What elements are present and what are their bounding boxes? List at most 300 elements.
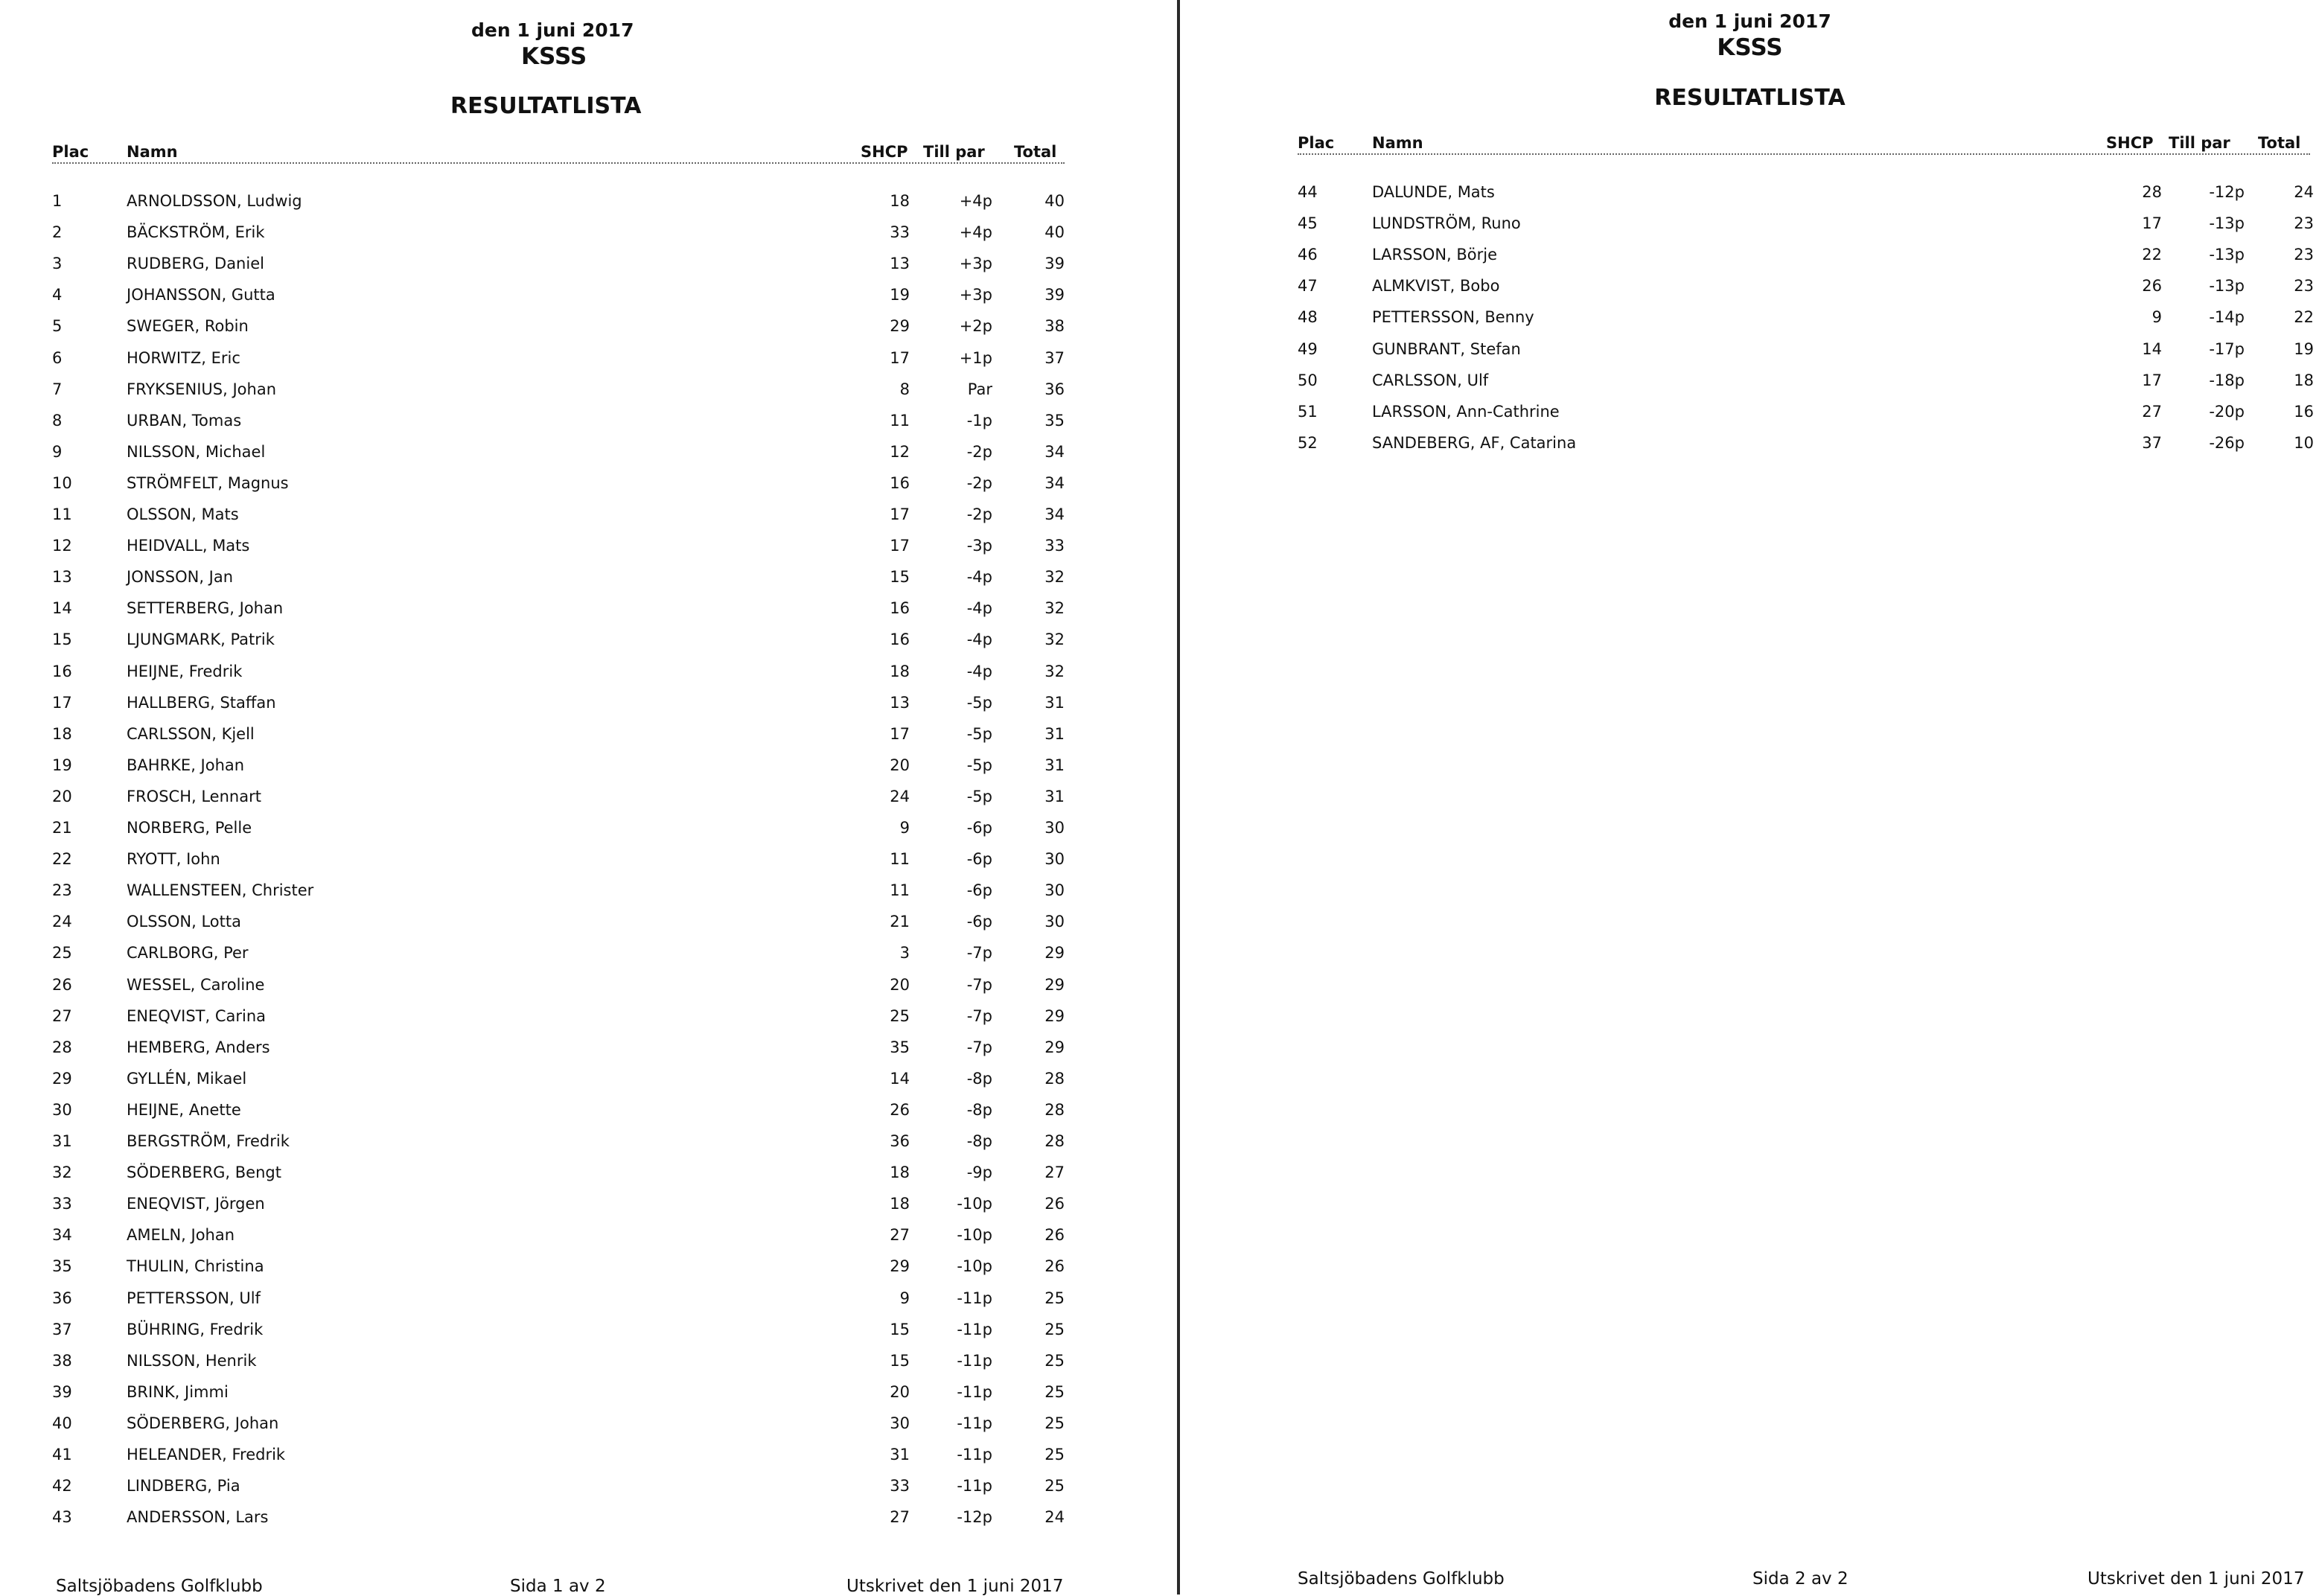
row-shcp: 14 bbox=[890, 1069, 910, 1088]
page-date: den 1 juni 2017 bbox=[471, 19, 634, 41]
footer-club: Saltsjöbadens Golfklubb bbox=[1298, 1569, 1505, 1589]
row-shcp: 18 bbox=[890, 662, 910, 680]
row-to-par: -8p bbox=[966, 1132, 992, 1150]
row-plac: 31 bbox=[52, 1132, 72, 1150]
row-total: 34 bbox=[1044, 505, 1065, 523]
row-total: 22 bbox=[2294, 308, 2314, 327]
row-name: ARNOLDSSON, Ludwig bbox=[127, 192, 302, 210]
row-shcp: 28 bbox=[2142, 183, 2162, 201]
footer-printed-date: Utskrivet den 1 juni 2017 bbox=[2087, 1569, 2305, 1589]
row-plac: 40 bbox=[52, 1414, 72, 1432]
row-to-par: -20p bbox=[2209, 402, 2245, 421]
column-header-plac: Plac bbox=[1298, 134, 1335, 152]
row-total: 19 bbox=[2294, 339, 2314, 358]
row-to-par: -26p bbox=[2209, 433, 2245, 452]
row-name: SETTERBERG, Johan bbox=[127, 599, 284, 618]
table-row bbox=[1298, 214, 2314, 244]
row-name: RYOTT, Iohn bbox=[127, 850, 220, 869]
column-header-to-par: Till par bbox=[923, 143, 985, 161]
row-total: 23 bbox=[2294, 214, 2314, 233]
table-row bbox=[52, 1007, 1065, 1037]
row-total: 23 bbox=[2294, 246, 2314, 264]
table-row bbox=[52, 725, 1065, 755]
row-shcp: 30 bbox=[890, 1414, 910, 1432]
row-total: 29 bbox=[1044, 975, 1065, 994]
row-name: HEMBERG, Anders bbox=[127, 1038, 270, 1056]
row-total: 31 bbox=[1044, 693, 1065, 712]
row-plac: 7 bbox=[52, 380, 63, 398]
row-to-par: -10p bbox=[957, 1226, 992, 1245]
row-name: ALMKVIST, Bobo bbox=[1372, 277, 1500, 296]
header-rule bbox=[1298, 153, 2310, 155]
row-shcp: 36 bbox=[890, 1132, 910, 1150]
row-plac: 24 bbox=[52, 913, 72, 931]
row-plac: 23 bbox=[52, 881, 72, 900]
row-total: 24 bbox=[1044, 1508, 1065, 1527]
row-plac: 36 bbox=[52, 1289, 72, 1307]
table-row bbox=[52, 505, 1065, 535]
page-title: RESULTATLISTA bbox=[450, 93, 642, 119]
table-row bbox=[52, 380, 1065, 410]
row-name: ENEQVIST, Carina bbox=[127, 1006, 267, 1025]
row-plac: 30 bbox=[52, 1100, 72, 1119]
column-header-name: Namn bbox=[127, 143, 178, 161]
row-to-par: -11p bbox=[957, 1351, 992, 1370]
page-divider bbox=[1177, 0, 1180, 1595]
row-shcp: 11 bbox=[890, 881, 910, 900]
table-row bbox=[52, 819, 1065, 849]
row-name: JOHANSSON, Gutta bbox=[127, 286, 275, 304]
row-plac: 2 bbox=[52, 223, 63, 242]
row-total: 16 bbox=[2294, 402, 2314, 421]
row-plac: 9 bbox=[52, 442, 63, 461]
row-plac: 35 bbox=[52, 1257, 72, 1276]
table-row bbox=[52, 286, 1065, 316]
row-shcp: 8 bbox=[899, 380, 910, 398]
row-plac: 17 bbox=[52, 693, 72, 712]
row-plac: 18 bbox=[52, 724, 72, 743]
page-title: RESULTATLISTA bbox=[1654, 85, 1846, 111]
row-to-par: -7p bbox=[966, 975, 992, 994]
row-name: THULIN, Christina bbox=[127, 1257, 264, 1276]
table-row bbox=[52, 756, 1065, 786]
page-date: den 1 juni 2017 bbox=[1668, 10, 1831, 32]
row-total: 34 bbox=[1044, 442, 1065, 461]
row-total: 26 bbox=[1044, 1195, 1065, 1213]
row-plac: 37 bbox=[52, 1320, 72, 1338]
table-row bbox=[52, 1414, 1065, 1444]
row-plac: 11 bbox=[52, 505, 72, 523]
row-to-par: -1p bbox=[966, 411, 992, 430]
table-row bbox=[52, 1477, 1065, 1507]
row-shcp: 25 bbox=[890, 1006, 910, 1025]
row-shcp: 17 bbox=[890, 505, 910, 523]
table-row bbox=[52, 255, 1065, 284]
row-shcp: 27 bbox=[890, 1226, 910, 1245]
row-total: 40 bbox=[1044, 223, 1065, 242]
row-to-par: -13p bbox=[2209, 214, 2245, 233]
row-total: 25 bbox=[1044, 1351, 1065, 1370]
result-page-2 bbox=[1181, 0, 2319, 1595]
row-total: 30 bbox=[1044, 881, 1065, 900]
table-row bbox=[52, 663, 1065, 692]
club-name: KSSS bbox=[1717, 34, 1783, 61]
row-name: CARLSSON, Ulf bbox=[1372, 371, 1489, 389]
table-row bbox=[52, 568, 1065, 598]
row-plac: 15 bbox=[52, 631, 72, 649]
row-total: 26 bbox=[1044, 1257, 1065, 1276]
row-to-par: -8p bbox=[966, 1069, 992, 1088]
row-to-par: Par bbox=[967, 380, 992, 398]
row-total: 30 bbox=[1044, 819, 1065, 837]
row-name: GUNBRANT, Stefan bbox=[1372, 339, 1521, 358]
row-name: GYLLÉN, Mikael bbox=[127, 1069, 247, 1088]
row-shcp: 31 bbox=[890, 1446, 910, 1463]
row-name: HELEANDER, Fredrik bbox=[127, 1446, 286, 1463]
table-row bbox=[52, 1101, 1065, 1131]
row-plac: 10 bbox=[52, 473, 72, 492]
row-to-par: -9p bbox=[966, 1164, 992, 1182]
row-total: 28 bbox=[1044, 1069, 1065, 1088]
row-plac: 4 bbox=[52, 286, 63, 304]
row-total: 39 bbox=[1044, 286, 1065, 304]
row-to-par: -8p bbox=[966, 1100, 992, 1119]
row-to-par: -6p bbox=[966, 881, 992, 900]
row-total: 18 bbox=[2294, 371, 2314, 389]
row-name: CARLSSON, Kjell bbox=[127, 724, 255, 743]
row-plac: 48 bbox=[1298, 308, 1318, 327]
row-to-par: -11p bbox=[957, 1382, 992, 1401]
row-to-par: +2p bbox=[959, 317, 992, 336]
row-plac: 19 bbox=[52, 756, 72, 774]
table-row bbox=[52, 1383, 1065, 1413]
row-plac: 3 bbox=[52, 255, 63, 273]
row-to-par: +1p bbox=[959, 348, 992, 367]
row-plac: 20 bbox=[52, 787, 72, 805]
row-to-par: -4p bbox=[966, 662, 992, 680]
row-plac: 38 bbox=[52, 1351, 72, 1370]
row-name: PETTERSSON, Benny bbox=[1372, 308, 1534, 327]
row-plac: 44 bbox=[1298, 183, 1318, 201]
row-total: 40 bbox=[1044, 192, 1065, 210]
row-total: 38 bbox=[1044, 317, 1065, 336]
row-total: 30 bbox=[1044, 850, 1065, 869]
row-to-par: -14p bbox=[2209, 308, 2245, 327]
row-name: BÜHRING, Fredrik bbox=[127, 1320, 264, 1338]
row-to-par: -10p bbox=[957, 1257, 992, 1276]
row-total: 32 bbox=[1044, 568, 1065, 587]
table-row bbox=[1298, 433, 2314, 464]
row-shcp: 26 bbox=[890, 1100, 910, 1119]
row-name: NILSSON, Michael bbox=[127, 442, 266, 461]
row-shcp: 29 bbox=[890, 1257, 910, 1276]
row-to-par: -11p bbox=[957, 1446, 992, 1463]
table-row bbox=[52, 788, 1065, 817]
row-to-par: -11p bbox=[957, 1477, 992, 1496]
row-to-par: -2p bbox=[966, 473, 992, 492]
row-name: LARSSON, Börje bbox=[1372, 246, 1498, 264]
header-rule bbox=[52, 162, 1065, 164]
column-header-plac: Plac bbox=[52, 143, 89, 161]
row-to-par: -3p bbox=[966, 537, 992, 555]
row-name: BRINK, Jimmi bbox=[127, 1382, 229, 1401]
row-name: URBAN, Tomas bbox=[127, 411, 242, 430]
row-plac: 32 bbox=[52, 1164, 72, 1182]
footer-printed-date: Utskrivet den 1 juni 2017 bbox=[846, 1577, 1064, 1596]
table-row bbox=[52, 412, 1065, 441]
row-shcp: 27 bbox=[890, 1508, 910, 1527]
table-row bbox=[52, 1164, 1065, 1193]
table-row bbox=[52, 537, 1065, 566]
row-to-par: -17p bbox=[2209, 339, 2245, 358]
footer-page-number: Sida 2 av 2 bbox=[1752, 1569, 1848, 1589]
row-shcp: 3 bbox=[899, 944, 910, 963]
row-name: BERGSTRÖM, Fredrik bbox=[127, 1132, 290, 1150]
row-shcp: 17 bbox=[2142, 371, 2162, 389]
row-name: CARLBORG, Per bbox=[127, 944, 249, 963]
row-plac: 39 bbox=[52, 1382, 72, 1401]
row-plac: 42 bbox=[52, 1477, 72, 1496]
row-name: BÄCKSTRÖM, Erik bbox=[127, 223, 265, 242]
row-to-par: +4p bbox=[959, 223, 992, 242]
row-to-par: -4p bbox=[966, 631, 992, 649]
row-total: 35 bbox=[1044, 411, 1065, 430]
row-shcp: 18 bbox=[890, 1164, 910, 1182]
row-name: LUNDSTRÖM, Runo bbox=[1372, 214, 1521, 233]
row-plac: 34 bbox=[52, 1226, 72, 1245]
table-row bbox=[1298, 339, 2314, 370]
row-total: 25 bbox=[1044, 1477, 1065, 1496]
row-name: HEIDVALL, Mats bbox=[127, 537, 250, 555]
row-shcp: 9 bbox=[899, 819, 910, 837]
row-shcp: 17 bbox=[890, 537, 910, 555]
table-row bbox=[52, 1226, 1065, 1256]
row-shcp: 27 bbox=[2142, 402, 2162, 421]
row-total: 25 bbox=[1044, 1382, 1065, 1401]
row-plac: 27 bbox=[52, 1006, 72, 1025]
row-name: HEIJNE, Fredrik bbox=[127, 662, 243, 680]
table-row bbox=[52, 1132, 1065, 1162]
row-shcp: 29 bbox=[890, 317, 910, 336]
row-name: ANDERSSON, Lars bbox=[127, 1508, 269, 1527]
row-shcp: 18 bbox=[890, 1195, 910, 1213]
table-row bbox=[1298, 371, 2314, 401]
table-row bbox=[52, 913, 1065, 942]
table-row bbox=[1298, 246, 2314, 275]
row-plac: 28 bbox=[52, 1038, 72, 1056]
row-plac: 21 bbox=[52, 819, 72, 837]
row-name: WALLENSTEEN, Christer bbox=[127, 881, 314, 900]
row-to-par: -11p bbox=[957, 1289, 992, 1307]
row-total: 25 bbox=[1044, 1414, 1065, 1432]
footer-club: Saltsjöbadens Golfklubb bbox=[56, 1577, 263, 1596]
row-total: 39 bbox=[1044, 255, 1065, 273]
table-row bbox=[52, 976, 1065, 1006]
row-name: SÖDERBERG, Bengt bbox=[127, 1164, 281, 1182]
row-shcp: 9 bbox=[2151, 308, 2162, 327]
row-to-par: -2p bbox=[966, 505, 992, 523]
row-to-par: -4p bbox=[966, 599, 992, 618]
table-row bbox=[52, 1508, 1065, 1538]
row-shcp: 17 bbox=[890, 724, 910, 743]
row-name: HORWITZ, Eric bbox=[127, 348, 240, 367]
row-total: 27 bbox=[1044, 1164, 1065, 1182]
column-header-total: Total bbox=[1014, 143, 1057, 161]
row-to-par: -6p bbox=[966, 850, 992, 869]
row-to-par: -13p bbox=[2209, 246, 2245, 264]
row-name: SANDEBERG, AF, Catarina bbox=[1372, 433, 1577, 452]
table-row bbox=[1298, 308, 2314, 338]
row-plac: 12 bbox=[52, 537, 72, 555]
row-shcp: 14 bbox=[2142, 339, 2162, 358]
row-name: NILSSON, Henrik bbox=[127, 1351, 257, 1370]
row-shcp: 12 bbox=[890, 442, 910, 461]
row-name: NORBERG, Pelle bbox=[127, 819, 252, 837]
row-to-par: +3p bbox=[959, 255, 992, 273]
row-to-par: -12p bbox=[2209, 183, 2245, 201]
table-row bbox=[52, 1038, 1065, 1068]
row-total: 29 bbox=[1044, 1006, 1065, 1025]
row-plac: 46 bbox=[1298, 246, 1318, 264]
row-total: 31 bbox=[1044, 787, 1065, 805]
row-name: SÖDERBERG, Johan bbox=[127, 1414, 279, 1432]
row-name: AMELN, Johan bbox=[127, 1226, 235, 1245]
row-shcp: 13 bbox=[890, 255, 910, 273]
column-header-to-par: Till par bbox=[2169, 134, 2230, 152]
row-name: HEIJNE, Anette bbox=[127, 1100, 241, 1119]
table-row bbox=[52, 1195, 1065, 1225]
table-row bbox=[52, 1070, 1065, 1099]
row-total: 31 bbox=[1044, 724, 1065, 743]
table-row bbox=[52, 944, 1065, 974]
table-row bbox=[52, 1446, 1065, 1475]
row-name: JONSSON, Jan bbox=[127, 568, 234, 587]
row-plac: 5 bbox=[52, 317, 63, 336]
row-plac: 13 bbox=[52, 568, 72, 587]
row-plac: 6 bbox=[52, 348, 63, 367]
row-name: LARSSON, Ann-Cathrine bbox=[1372, 402, 1560, 421]
table-row bbox=[52, 443, 1065, 473]
table-row bbox=[52, 474, 1065, 504]
row-plac: 41 bbox=[52, 1446, 72, 1463]
row-to-par: -5p bbox=[966, 693, 992, 712]
row-to-par: -4p bbox=[966, 568, 992, 587]
row-total: 25 bbox=[1044, 1446, 1065, 1463]
row-shcp: 17 bbox=[890, 348, 910, 367]
row-to-par: -6p bbox=[966, 913, 992, 931]
row-total: 32 bbox=[1044, 599, 1065, 618]
row-total: 29 bbox=[1044, 1038, 1065, 1056]
table-row bbox=[52, 1289, 1065, 1319]
table-row bbox=[52, 317, 1065, 347]
row-plac: 47 bbox=[1298, 277, 1318, 296]
row-shcp: 16 bbox=[890, 599, 910, 618]
table-row bbox=[1298, 277, 2314, 307]
row-total: 36 bbox=[1044, 380, 1065, 398]
row-to-par: -10p bbox=[957, 1195, 992, 1213]
footer-page-number: Sida 1 av 2 bbox=[510, 1577, 606, 1596]
row-name: SWEGER, Robin bbox=[127, 317, 249, 336]
row-name: ENEQVIST, Jörgen bbox=[127, 1195, 265, 1213]
row-plac: 16 bbox=[52, 662, 72, 680]
row-name: STRÖMFELT, Magnus bbox=[127, 473, 289, 492]
row-name: FROSCH, Lennart bbox=[127, 787, 261, 805]
row-name: PETTERSSON, Ulf bbox=[127, 1289, 261, 1307]
row-total: 31 bbox=[1044, 756, 1065, 774]
table-row bbox=[52, 1257, 1065, 1287]
row-name: LJUNGMARK, Patrik bbox=[127, 631, 275, 649]
table-row bbox=[52, 1352, 1065, 1382]
row-shcp: 15 bbox=[890, 568, 910, 587]
row-to-par: -7p bbox=[966, 1006, 992, 1025]
column-header-name: Namn bbox=[1372, 134, 1423, 152]
column-header-total: Total bbox=[2258, 134, 2301, 152]
row-shcp: 26 bbox=[2142, 277, 2162, 296]
row-shcp: 16 bbox=[890, 473, 910, 492]
table-row bbox=[52, 599, 1065, 629]
row-total: 37 bbox=[1044, 348, 1065, 367]
row-shcp: 11 bbox=[890, 411, 910, 430]
row-name: FRYKSENIUS, Johan bbox=[127, 380, 277, 398]
row-name: DALUNDE, Mats bbox=[1372, 183, 1495, 201]
row-plac: 25 bbox=[52, 944, 72, 963]
row-plac: 29 bbox=[52, 1069, 72, 1088]
row-to-par: -2p bbox=[966, 442, 992, 461]
row-to-par: -13p bbox=[2209, 277, 2245, 296]
club-name: KSSS bbox=[521, 43, 587, 70]
table-row bbox=[52, 850, 1065, 880]
row-shcp: 20 bbox=[890, 975, 910, 994]
row-shcp: 15 bbox=[890, 1320, 910, 1338]
row-shcp: 11 bbox=[890, 850, 910, 869]
row-to-par: -12p bbox=[957, 1508, 992, 1527]
table-row bbox=[52, 192, 1065, 222]
row-shcp: 33 bbox=[890, 223, 910, 242]
table-row bbox=[52, 349, 1065, 379]
column-header-shcp: SHCP bbox=[861, 143, 908, 161]
row-name: WESSEL, Caroline bbox=[127, 975, 265, 994]
row-total: 32 bbox=[1044, 662, 1065, 680]
row-plac: 22 bbox=[52, 850, 72, 869]
row-shcp: 20 bbox=[890, 1382, 910, 1401]
row-shcp: 33 bbox=[890, 1477, 910, 1496]
row-shcp: 13 bbox=[890, 693, 910, 712]
row-to-par: -6p bbox=[966, 819, 992, 837]
row-shcp: 37 bbox=[2142, 433, 2162, 452]
row-shcp: 35 bbox=[890, 1038, 910, 1056]
row-total: 10 bbox=[2294, 433, 2314, 452]
row-total: 28 bbox=[1044, 1100, 1065, 1119]
row-name: OLSSON, Mats bbox=[127, 505, 239, 523]
row-plac: 1 bbox=[52, 192, 63, 210]
row-to-par: -11p bbox=[957, 1320, 992, 1338]
row-plac: 26 bbox=[52, 975, 72, 994]
row-total: 25 bbox=[1044, 1320, 1065, 1338]
row-shcp: 18 bbox=[890, 192, 910, 210]
row-shcp: 19 bbox=[890, 286, 910, 304]
row-shcp: 17 bbox=[2142, 214, 2162, 233]
row-total: 30 bbox=[1044, 913, 1065, 931]
row-total: 32 bbox=[1044, 631, 1065, 649]
row-to-par: +3p bbox=[959, 286, 992, 304]
row-plac: 8 bbox=[52, 411, 63, 430]
row-shcp: 21 bbox=[890, 913, 910, 931]
row-shcp: 9 bbox=[899, 1289, 910, 1307]
row-name: BAHRKE, Johan bbox=[127, 756, 245, 774]
row-to-par: +4p bbox=[959, 192, 992, 210]
row-to-par: -5p bbox=[966, 756, 992, 774]
row-plac: 52 bbox=[1298, 433, 1318, 452]
